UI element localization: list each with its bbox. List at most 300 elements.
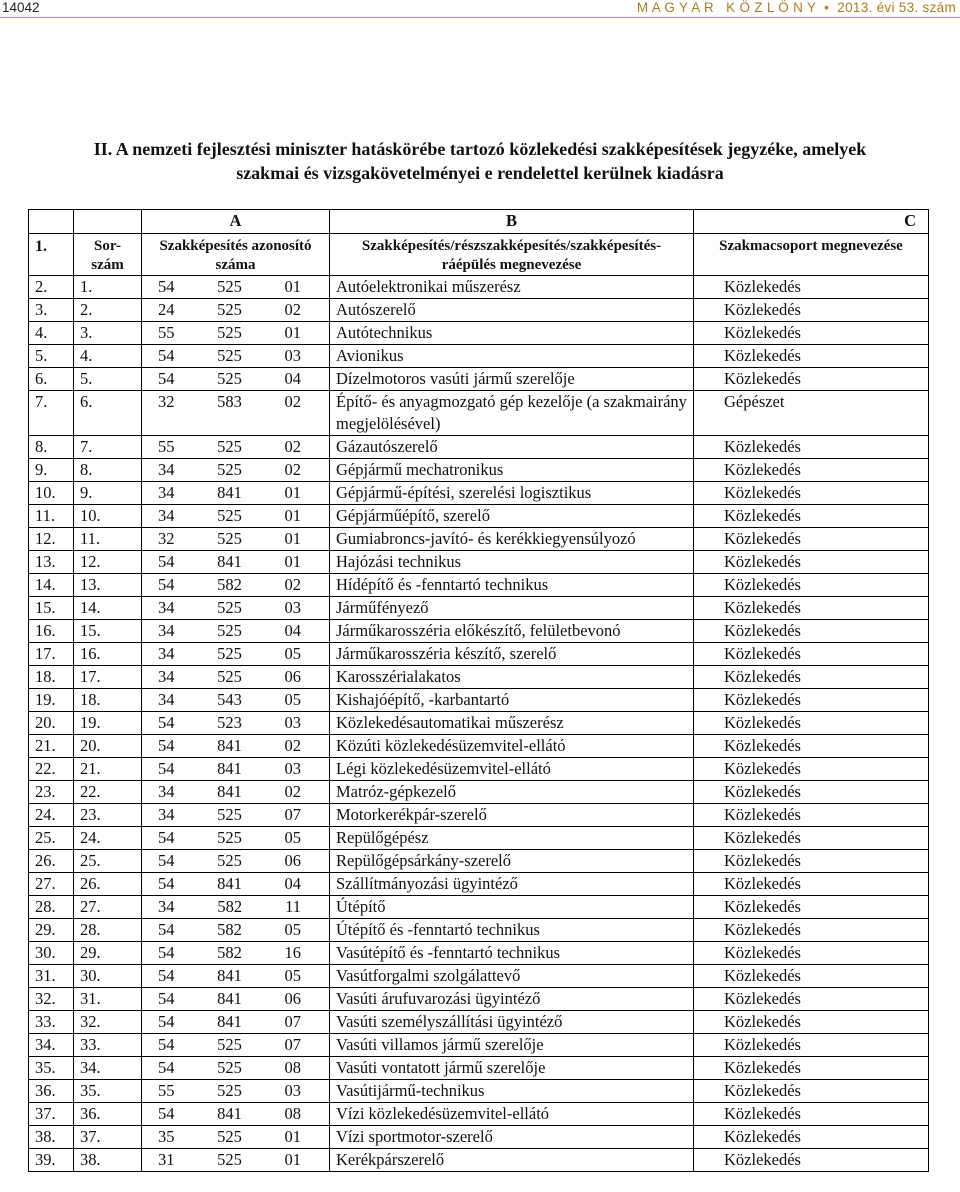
code-part: 841 [217, 552, 242, 571]
code-part: 54 [158, 828, 175, 847]
line-number-cell: 20. [29, 712, 74, 735]
line-number-cell: 13. [29, 551, 74, 574]
code-cell [142, 299, 330, 322]
sorszam-cell: 4. [74, 345, 142, 368]
qualification-name-cell: Repülőgépsárkány-szerelő [330, 850, 694, 873]
col-letter-b: B [330, 210, 694, 234]
code-part: 34 [158, 621, 175, 640]
code-cell [142, 804, 330, 827]
qualification-name-cell: Hajózási technikus [330, 551, 694, 574]
code-part: 02 [284, 575, 301, 594]
table-row [29, 689, 929, 712]
code-parts [148, 942, 323, 964]
code-part: 54 [158, 1058, 175, 1077]
code-part: 03 [284, 598, 301, 617]
code-part: 525 [217, 529, 242, 548]
group-cell: Közlekedés [694, 436, 929, 459]
line-number-cell: 10. [29, 482, 74, 505]
code-parts [148, 574, 323, 596]
code-parts [148, 1057, 323, 1079]
code-parts [148, 873, 323, 895]
code-part: 16 [284, 943, 301, 962]
code-part: 04 [284, 874, 301, 893]
group-cell: Közlekedés [694, 988, 929, 1011]
section-title [0, 137, 960, 185]
code-cell [142, 666, 330, 689]
qualification-name-cell: Vízi közlekedésüzemvitel-ellátó [330, 1103, 694, 1126]
code-part: 34 [158, 644, 175, 663]
code-part: 841 [217, 759, 242, 778]
column-header-row [29, 234, 929, 276]
code-cell [142, 436, 330, 459]
code-part: 02 [284, 736, 301, 755]
code-parts [148, 988, 323, 1010]
table-row [29, 988, 929, 1011]
code-part: 54 [158, 713, 175, 732]
code-part: 06 [284, 851, 301, 870]
table-row [29, 597, 929, 620]
qualification-name-cell: Építő- és anyagmozgató gép kezelője (a szakmairány megjelölésével) [330, 391, 694, 436]
code-part: 525 [217, 277, 242, 296]
sorszam-cell: 9. [74, 482, 142, 505]
code-part: 55 [158, 323, 175, 342]
group-cell: Közlekedés [694, 299, 929, 322]
table-row [29, 781, 929, 804]
code-part: 582 [217, 575, 242, 594]
code-parts [148, 391, 323, 413]
line-number-cell: 23. [29, 781, 74, 804]
table-row [29, 436, 929, 459]
sorszam-cell: 18. [74, 689, 142, 712]
code-parts [148, 597, 323, 619]
table-row [29, 735, 929, 758]
table-row [29, 505, 929, 528]
table-row [29, 1103, 929, 1126]
code-part: 54 [158, 277, 175, 296]
code-part: 03 [284, 713, 301, 732]
code-cell [142, 620, 330, 643]
sorszam-cell: 15. [74, 620, 142, 643]
code-cell [142, 988, 330, 1011]
code-cell [142, 735, 330, 758]
line-number-cell: 19. [29, 689, 74, 712]
qualification-name-cell: Vasúti vontatott jármű szerelője [330, 1057, 694, 1080]
code-cell [142, 919, 330, 942]
table-row [29, 276, 929, 299]
qualification-name-cell: Kishajóépítő, -karbantartó [330, 689, 694, 712]
qualification-name-cell: Gumiabroncs-javító- és kerékkiegyensúlyozó [330, 528, 694, 551]
code-part: 03 [284, 759, 301, 778]
group-cell: Közlekedés [694, 919, 929, 942]
line-number-cell: 36. [29, 1080, 74, 1103]
table-row [29, 1126, 929, 1149]
code-cell [142, 322, 330, 345]
group-cell: Közlekedés [694, 896, 929, 919]
table-row [29, 459, 929, 482]
line-number-cell: 33. [29, 1011, 74, 1034]
code-part: 34 [158, 782, 175, 801]
code-part: 08 [284, 1058, 301, 1077]
code-part: 34 [158, 690, 175, 709]
code-part: 08 [284, 1104, 301, 1123]
group-cell: Közlekedés [694, 827, 929, 850]
code-part: 583 [217, 392, 242, 411]
sorszam-cell: 7. [74, 436, 142, 459]
code-part: 55 [158, 437, 175, 456]
sorszam-cell: 37. [74, 1126, 142, 1149]
code-part: 11 [285, 897, 301, 916]
code-cell [142, 1011, 330, 1034]
code-part: 01 [284, 529, 301, 548]
line-number-cell: 22. [29, 758, 74, 781]
code-part: 34 [158, 483, 175, 502]
sorszam-cell: 27. [74, 896, 142, 919]
code-part: 54 [158, 759, 175, 778]
table-row [29, 574, 929, 597]
table-row [29, 1057, 929, 1080]
group-cell: Közlekedés [694, 551, 929, 574]
code-cell [142, 827, 330, 850]
table-row [29, 620, 929, 643]
code-part: 34 [158, 897, 175, 916]
code-part: 05 [284, 966, 301, 985]
code-cell [142, 965, 330, 988]
code-part: 54 [158, 943, 175, 962]
code-part: 54 [158, 874, 175, 893]
qualification-name-cell: Avionikus [330, 345, 694, 368]
code-parts [148, 643, 323, 665]
code-part: 05 [284, 644, 301, 663]
code-part: 31 [158, 1150, 175, 1169]
code-parts [148, 735, 323, 757]
group-cell: Közlekedés [694, 1034, 929, 1057]
code-cell [142, 505, 330, 528]
group-cell: Közlekedés [694, 368, 929, 391]
qualification-name-cell: Dízelmotoros vasúti jármű szerelője [330, 368, 694, 391]
code-parts [148, 1126, 323, 1148]
code-part: 525 [217, 667, 242, 686]
code-parts [148, 781, 323, 803]
code-cell [142, 781, 330, 804]
code-part: 54 [158, 575, 175, 594]
line-number-cell: 7. [29, 391, 74, 436]
code-part: 525 [217, 1150, 242, 1169]
table-row [29, 1080, 929, 1103]
table-row [29, 919, 929, 942]
group-cell: Közlekedés [694, 322, 929, 345]
qualification-name-cell: Gépjárműépítő, szerelő [330, 505, 694, 528]
code-part: 54 [158, 346, 175, 365]
table-row [29, 391, 929, 436]
line-number-cell: 3. [29, 299, 74, 322]
group-cell: Közlekedés [694, 528, 929, 551]
line-number-cell: 28. [29, 896, 74, 919]
code-part: 35 [158, 1127, 175, 1146]
code-parts [148, 689, 323, 711]
code-part: 02 [284, 460, 301, 479]
line-number-cell: 5. [29, 345, 74, 368]
line-number-cell: 34. [29, 1034, 74, 1057]
group-cell: Közlekedés [694, 1011, 929, 1034]
sorszam-cell: 8. [74, 459, 142, 482]
group-cell: Közlekedés [694, 1080, 929, 1103]
code-cell [142, 1034, 330, 1057]
code-part: 01 [284, 552, 301, 571]
code-cell [142, 712, 330, 735]
group-cell: Közlekedés [694, 620, 929, 643]
group-cell: Közlekedés [694, 873, 929, 896]
table-row [29, 528, 929, 551]
empty-cell [29, 210, 74, 234]
code-cell [142, 1080, 330, 1103]
code-part: 525 [217, 1081, 242, 1100]
qualification-name-cell: Légi közlekedésüzemvitel-ellátó [330, 758, 694, 781]
sorszam-cell: 22. [74, 781, 142, 804]
sorszam-cell: 33. [74, 1034, 142, 1057]
sorszam-cell: 3. [74, 322, 142, 345]
code-part: 04 [284, 621, 301, 640]
line-number-cell: 29. [29, 919, 74, 942]
code-part: 54 [158, 920, 175, 939]
sorszam-cell: 29. [74, 942, 142, 965]
line-number-cell: 39. [29, 1149, 74, 1172]
code-part: 841 [217, 989, 242, 1008]
qualification-name-cell: Vasúti személyszállítási ügyintéző [330, 1011, 694, 1034]
line-number-cell: 25. [29, 827, 74, 850]
code-part: 54 [158, 851, 175, 870]
sorszam-cell: 36. [74, 1103, 142, 1126]
line-number-cell: 38. [29, 1126, 74, 1149]
table-row [29, 322, 929, 345]
qualification-name-cell: Kerékpárszerelő [330, 1149, 694, 1172]
sorszam-cell: 14. [74, 597, 142, 620]
code-part: 07 [284, 805, 301, 824]
col-letter-a: A [142, 210, 330, 234]
line-number-cell: 2. [29, 276, 74, 299]
code-part: 03 [284, 1081, 301, 1100]
line-number-cell: 37. [29, 1103, 74, 1126]
code-cell [142, 597, 330, 620]
group-cell: Közlekedés [694, 735, 929, 758]
table-row [29, 850, 929, 873]
code-part: 55 [158, 1081, 175, 1100]
journal-title: M A G Y A R K Ö Z L Ö N Y • 2013. évi 53. szám [636, 0, 956, 15]
qualification-name-cell: Vasútforgalmi szolgálattevő [330, 965, 694, 988]
code-part: 02 [284, 392, 301, 411]
table-row [29, 827, 929, 850]
code-part: 543 [217, 690, 242, 709]
section-title-line1: II. A nemzeti fejlesztési miniszter hatáskörébe tartozó közlekedési szakképesítések jegyzéke, amelyek [93, 139, 867, 159]
code-cell [142, 391, 330, 436]
code-parts [148, 620, 323, 642]
sorszam-cell: 20. [74, 735, 142, 758]
code-part: 54 [158, 552, 175, 571]
line-number-cell: 11. [29, 505, 74, 528]
col-letter-c: C [694, 210, 929, 234]
line-number-cell: 27. [29, 873, 74, 896]
group-cell: Közlekedés [694, 781, 929, 804]
qualification-name-cell: Vasúti árufuvarozási ügyintéző [330, 988, 694, 1011]
group-cell: Közlekedés [694, 276, 929, 299]
sorszam-cell: 6. [74, 391, 142, 436]
qualification-name-cell: Autószerelő [330, 299, 694, 322]
code-part: 525 [217, 1058, 242, 1077]
code-parts [148, 712, 323, 734]
sorszam-cell: 11. [74, 528, 142, 551]
qualification-name-cell: Vízi sportmotor-szerelő [330, 1126, 694, 1149]
sorszam-cell: 23. [74, 804, 142, 827]
code-parts [148, 299, 323, 321]
code-part: 32 [158, 529, 175, 548]
code-part: 07 [284, 1035, 301, 1054]
code-part: 34 [158, 598, 175, 617]
code-cell [142, 896, 330, 919]
qualification-name-cell: Járműfényező [330, 597, 694, 620]
line-number-cell: 14. [29, 574, 74, 597]
group-cell: Közlekedés [694, 597, 929, 620]
group-cell: Közlekedés [694, 712, 929, 735]
code-parts [148, 459, 323, 481]
group-cell: Közlekedés [694, 1057, 929, 1080]
line-number-cell: 12. [29, 528, 74, 551]
sorszam-cell: 26. [74, 873, 142, 896]
code-cell [142, 574, 330, 597]
code-cell [142, 551, 330, 574]
qualification-name-cell: Járműkarosszéria előkészítő, felületbevonó [330, 620, 694, 643]
code-part: 54 [158, 1035, 175, 1054]
code-part: 54 [158, 1012, 175, 1031]
qualification-name-cell: Karosszérialakatos [330, 666, 694, 689]
group-cell: Közlekedés [694, 505, 929, 528]
code-parts [148, 758, 323, 780]
code-parts [148, 1034, 323, 1056]
code-part: 841 [217, 736, 242, 755]
code-parts [148, 804, 323, 826]
line-number-cell: 16. [29, 620, 74, 643]
code-part: 841 [217, 874, 242, 893]
group-cell: Közlekedés [694, 965, 929, 988]
code-part: 525 [217, 1035, 242, 1054]
line-number-cell: 9. [29, 459, 74, 482]
line-number-cell: 21. [29, 735, 74, 758]
header-rule [0, 17, 960, 18]
code-part: 525 [217, 644, 242, 663]
code-cell [142, 758, 330, 781]
code-cell [142, 1149, 330, 1172]
sorszam-cell: 32. [74, 1011, 142, 1034]
code-part: 34 [158, 805, 175, 824]
group-cell: Közlekedés [694, 643, 929, 666]
qualification-name-cell: Gépjármű-építési, szerelési logisztikus [330, 482, 694, 505]
qualification-name-cell: Járműkarosszéria készítő, szerelő [330, 643, 694, 666]
page-header [0, 0, 960, 20]
code-part: 525 [217, 506, 242, 525]
code-part: 24 [158, 300, 175, 319]
code-part: 54 [158, 736, 175, 755]
code-part: 525 [217, 460, 242, 479]
sorszam-cell: 2. [74, 299, 142, 322]
code-part: 04 [284, 369, 301, 388]
table-row [29, 712, 929, 735]
group-cell: Közlekedés [694, 1149, 929, 1172]
sorszam-cell: 24. [74, 827, 142, 850]
code-part: 582 [217, 897, 243, 916]
sorszam-cell: 10. [74, 505, 142, 528]
qualification-name-cell: Autótechnikus [330, 322, 694, 345]
header-name: Szakképesítés/részszakképesítés/szakképesítés-ráépülés megnevezése [330, 234, 694, 276]
table-row [29, 896, 929, 919]
qualifications-table [28, 209, 929, 1172]
code-parts [148, 368, 323, 390]
code-part: 05 [284, 690, 301, 709]
code-cell [142, 1103, 330, 1126]
sorszam-cell: 34. [74, 1057, 142, 1080]
line-number-cell: 15. [29, 597, 74, 620]
code-parts [148, 666, 323, 688]
code-part: 525 [217, 828, 242, 847]
line-number-cell: 24. [29, 804, 74, 827]
table-row [29, 965, 929, 988]
group-cell: Közlekedés [694, 689, 929, 712]
code-part: 03 [284, 346, 301, 365]
code-part: 02 [284, 437, 301, 456]
section-title-line2: szakmai és vizsgakövetelményei e rendelettel kerülnek kiadásra [236, 163, 724, 183]
qualification-name-cell: Vasúti villamos jármű szerelője [330, 1034, 694, 1057]
code-parts [148, 505, 323, 527]
code-cell [142, 850, 330, 873]
sorszam-cell: 31. [74, 988, 142, 1011]
code-part: 02 [284, 782, 301, 801]
group-cell: Közlekedés [694, 666, 929, 689]
line-number-cell: 35. [29, 1057, 74, 1080]
qualification-name-cell: Matróz-gépkezelő [330, 781, 694, 804]
sorszam-cell: 38. [74, 1149, 142, 1172]
code-parts [148, 322, 323, 344]
code-cell [142, 482, 330, 505]
code-part: 05 [284, 920, 301, 939]
code-parts [148, 965, 323, 987]
code-part: 582 [217, 920, 242, 939]
code-cell [142, 689, 330, 712]
code-cell [142, 368, 330, 391]
code-part: 525 [217, 805, 242, 824]
table-row [29, 1149, 929, 1172]
code-parts [148, 827, 323, 849]
code-cell [142, 1057, 330, 1080]
group-cell: Közlekedés [694, 804, 929, 827]
code-cell [142, 345, 330, 368]
code-part: 841 [217, 966, 242, 985]
sorszam-cell: 25. [74, 850, 142, 873]
sorszam-cell: 12. [74, 551, 142, 574]
sorszam-cell: 5. [74, 368, 142, 391]
group-cell: Közlekedés [694, 459, 929, 482]
table-row [29, 299, 929, 322]
qualification-name-cell: Gépjármű mechatronikus [330, 459, 694, 482]
code-cell [142, 459, 330, 482]
line-number-cell: 31. [29, 965, 74, 988]
sorszam-cell: 17. [74, 666, 142, 689]
code-part: 525 [217, 851, 242, 870]
qualification-name-cell: Útépítő [330, 896, 694, 919]
group-cell: Közlekedés [694, 758, 929, 781]
code-cell [142, 873, 330, 896]
qualification-name-cell: Autóelektronikai műszerész [330, 276, 694, 299]
qualification-name-cell: Hídépítő és -fenntartó technikus [330, 574, 694, 597]
code-part: 54 [158, 989, 175, 1008]
header-sorszam: Sor-szám [74, 234, 142, 276]
code-cell [142, 276, 330, 299]
